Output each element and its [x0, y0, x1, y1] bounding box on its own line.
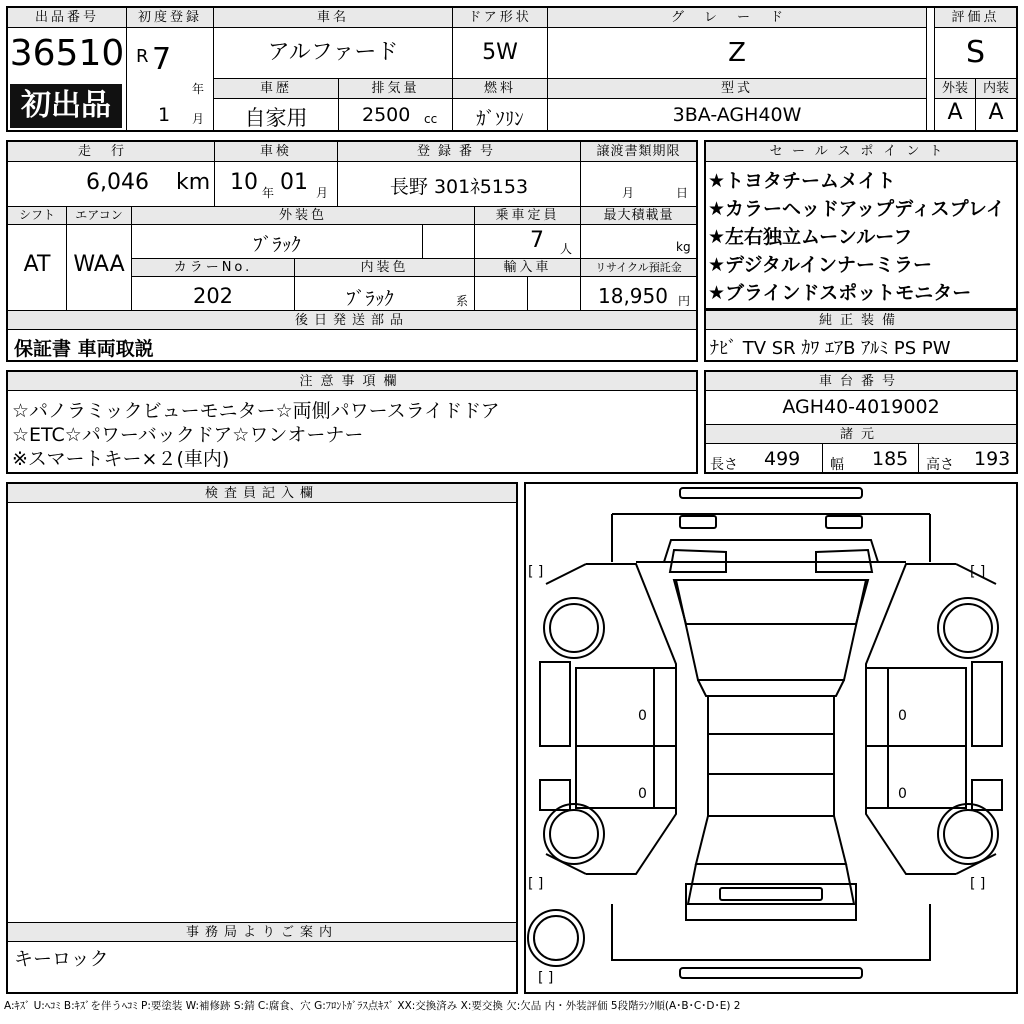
- aircon-value: WAA: [73, 252, 125, 277]
- max-load-unit: kg: [676, 240, 691, 254]
- length-value: 499: [764, 448, 801, 470]
- plate-value: 長野 301ﾈ5153: [389, 176, 529, 198]
- notes-line: ☆パノラミックビューモニター☆両側パワースライドドア: [12, 400, 500, 422]
- inspector-title: 検査員記入欄: [8, 484, 516, 503]
- notes-line: ※スマートキー×２(車内): [12, 448, 230, 470]
- model-value: 3BA-AGH40W: [672, 104, 802, 126]
- lot-label: 出品番号: [8, 8, 126, 28]
- sales-point-item: ★カラーヘッドアップディスプレイ: [708, 198, 1005, 220]
- interior-label: 内装: [976, 79, 1016, 99]
- door-label: ドア形状: [453, 8, 547, 28]
- sales-point-item: ★左右独立ムーンルーフ: [708, 226, 913, 248]
- car-name-label: 車名: [214, 8, 452, 28]
- year-unit: 年: [192, 82, 205, 96]
- office-value: キーロック: [14, 948, 109, 970]
- chassis-title: 車台番号: [706, 372, 1016, 391]
- sales-point-item: ★ブラインドスポットモニター: [708, 282, 972, 304]
- zero-mark: 0: [898, 786, 907, 802]
- length-label: 長さ: [710, 457, 738, 473]
- exterior-score: A: [947, 100, 963, 125]
- sales-points-title: セールスポイント: [706, 142, 1016, 162]
- score-label: 評価点: [935, 8, 1016, 28]
- inspection-label: 車検: [215, 142, 337, 162]
- inspection-year-unit: 年: [262, 186, 275, 200]
- fuel-value: ｶﾞｿﾘﾝ: [476, 108, 524, 130]
- sales-point-item: ★トヨタチームメイト: [708, 170, 896, 192]
- reg-year: 7: [152, 42, 172, 77]
- recycle-value: 18,950: [598, 284, 668, 308]
- genuine-equipment-value: ﾅﾋﾞ TV SR ｶﾜ ｴｱB ｱﾙﾐ PS PW: [710, 338, 951, 359]
- shift-value: AT: [23, 252, 51, 277]
- inspection-month: 01: [280, 170, 308, 195]
- genuine-equipment-title: 純正装備: [706, 311, 1016, 330]
- shift-label: シフト: [8, 207, 66, 225]
- legend-text: A:ｷｽﾞ U:ﾍｺﾐ B:ｷｽﾞを伴うﾍｺﾐ P:要塗装 W:補修跡 S:錆 C:腐食、穴 G:ﾌﾛﾝﾄｶﾞﾗｽ点ｷｽﾞ XX:交換済み X:要交換 欠:欠品 内・外装評価 5段階ﾗﾝｸ順(A･B･C･D･E) 2: [4, 1000, 741, 1012]
- capacity-label: 乗車定員: [475, 207, 580, 225]
- displacement-value: 2500: [362, 104, 411, 126]
- mileage-value: 6,046: [86, 170, 149, 195]
- import-label: 輸入車: [475, 259, 580, 277]
- transfer-day-unit: 日: [676, 186, 689, 200]
- reg-era: R: [136, 46, 149, 67]
- chassis-value: AGH40-4019002: [782, 396, 940, 418]
- grade-value: Z: [728, 38, 746, 68]
- capacity-value: 7: [530, 228, 544, 253]
- int-color-suffix: 系: [456, 294, 469, 308]
- inspector-block: [6, 482, 518, 994]
- displacement-unit: cc: [424, 112, 438, 126]
- car-name: アルファード: [267, 40, 399, 65]
- ext-color-label: 外装色: [132, 207, 474, 225]
- mileage-unit: km: [176, 170, 211, 195]
- history-value: 自家用: [244, 106, 308, 130]
- bracket-front-right: [ ]: [970, 564, 986, 580]
- notes-title: 注意事項欄: [8, 372, 696, 391]
- recycle-label: リサイクル預託金: [581, 259, 696, 277]
- width-label: 幅: [830, 457, 844, 473]
- bracket-rear-left: [ ]: [528, 876, 544, 892]
- vehicle-diagram: [526, 484, 1016, 992]
- inspection-year: 10: [230, 170, 258, 195]
- model-label: 型式: [548, 79, 926, 99]
- month-unit: 月: [192, 112, 205, 126]
- lot-number: 36510: [9, 33, 125, 74]
- inspection-month-unit: 月: [316, 186, 329, 200]
- grade-label: グレード: [548, 8, 926, 28]
- displacement-label: 排気量: [339, 79, 452, 99]
- recycle-unit: 円: [678, 294, 691, 308]
- later-parts-label: 後日発送部品: [8, 311, 696, 330]
- ext-color-value: ﾌﾞﾗｯｸ: [253, 234, 301, 256]
- max-load-label: 最大積載量: [581, 207, 696, 225]
- color-no-value: 202: [192, 284, 234, 308]
- notes-line: ☆ETC☆パワーバックドア☆ワンオーナー: [12, 424, 364, 446]
- exterior-label: 外装: [935, 79, 975, 99]
- width-value: 185: [872, 448, 909, 470]
- plate-label: 登録番号: [338, 142, 580, 162]
- first-reg-label: 初度登録: [127, 8, 213, 28]
- dims-title: 諸元: [706, 425, 1016, 444]
- bracket-rear-right: [ ]: [970, 876, 986, 892]
- zero-mark: 0: [898, 708, 907, 724]
- transfer-month-unit: 月: [622, 186, 635, 200]
- fuel-label: 燃料: [453, 79, 547, 99]
- reg-month: 1: [158, 104, 171, 126]
- color-no-label: カラーNo.: [132, 259, 294, 277]
- int-color-value: ﾌﾞﾗｯｸ: [346, 288, 394, 310]
- bracket-spare: [ ]: [538, 970, 554, 986]
- interior-score: A: [988, 100, 1004, 125]
- score-value: S: [965, 35, 986, 70]
- height-label: 高さ: [926, 457, 954, 473]
- capacity-unit: 人: [560, 242, 573, 256]
- zero-mark: 0: [638, 708, 647, 724]
- door-value: 5W: [482, 40, 518, 65]
- sales-point-item: ★デジタルインナーミラー: [708, 254, 932, 276]
- later-parts-value: 保証書 車両取説: [14, 338, 154, 360]
- mileage-label: 走行: [8, 142, 214, 162]
- aircon-label: エアコン: [67, 207, 131, 225]
- zero-mark: 0: [638, 786, 647, 802]
- office-title: 事務局よりご案内: [8, 923, 516, 942]
- transfer-label: 譲渡書類期限: [581, 142, 696, 162]
- first-listing-badge: 初出品: [10, 84, 122, 128]
- history-label: 車歴: [214, 79, 338, 99]
- bracket-front-left: [ ]: [528, 564, 544, 580]
- height-value: 193: [974, 448, 1011, 470]
- int-color-label: 内装色: [295, 259, 474, 277]
